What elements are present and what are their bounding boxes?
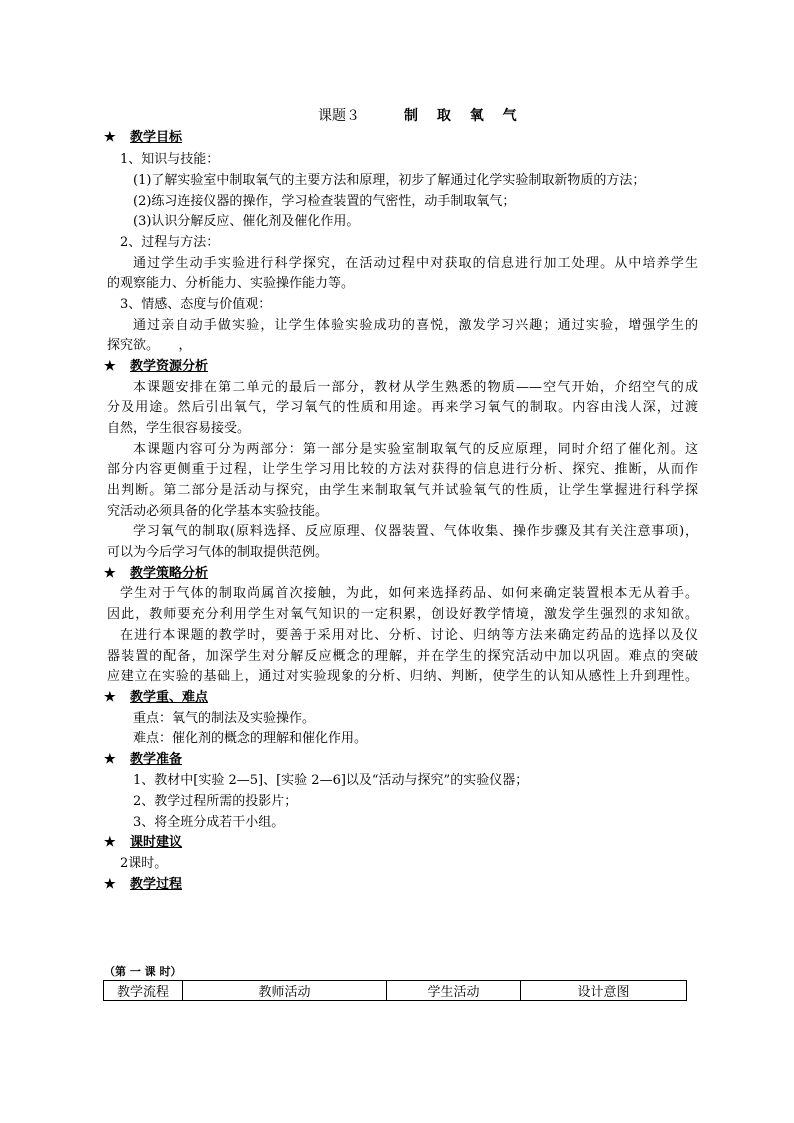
difficult-point: 难点：催化剂的概念的理解和催化作用。 xyxy=(133,731,368,746)
section-heading-hours: ★ 课时建议 xyxy=(104,835,183,850)
table-header-cell: 教师活动 xyxy=(183,981,387,1001)
strategy-p2-line-1: 在进行本课题的教学时，要善于采用对比、分析、讨论、归纳等方法来确定药品的选择以及仪 xyxy=(120,628,698,643)
strategy-p1-line-1: 学生对于气体的制取尚属首次接触，为此，如何来选择药品、如何来确定装置根本无从着手。 xyxy=(120,586,698,601)
table-header-cell: 教学流程 xyxy=(104,981,183,1001)
star-icon: ★ xyxy=(104,690,116,705)
process-table xyxy=(103,980,687,1001)
goals-knowledge-2: (2)练习连接仪器的操作，学习检查装置的气密性，动手制取氧气； xyxy=(133,194,516,209)
resources-p1-line-2: 分及用途。然后引出氧气，学习氧气的性质和用途。再来学习氧气的制取。内容由浅人深，过渡 xyxy=(107,400,698,415)
resources-p2-line-2: 部分内容更侧重于过程，让学生学习用比较的方法对获得的信息进行分析、探究、推断，从而作 xyxy=(107,462,698,477)
session-note: （第 一 课 时） xyxy=(104,965,182,978)
resources-p1-line-1: 本课题安排在第二单元的最后一部分，教材从学生熟悉的物质——空气开始，介绍空气的成 xyxy=(133,380,698,395)
lesson-name: 制 取 氧 气 xyxy=(404,108,524,124)
star-icon: ★ xyxy=(104,130,116,145)
strategy-p2-line-3: 应建立在实验的基础上，通过对实验现象的分析、归纳、判断，使学生的认知从感性上升到理性。 xyxy=(107,669,698,684)
strategy-p1-line-2: 因此，教师要充分利用学生对氧气知识的一定积累，创设好教学情境，激发学生强烈的求知欲。 xyxy=(107,607,698,622)
section-heading-strategy: ★ 教学策略分析 xyxy=(104,566,209,581)
goals-emotion-line-1: 通过亲自动手做实验，让学生体验实验成功的喜悦，激发学习兴趣；通过实验，增强学生的 xyxy=(133,318,698,333)
goals-emotion-line-2: 探究欲。 ， xyxy=(107,338,192,353)
resources-p3-line-2: 可以为今后学习气体的制取提供范例。 xyxy=(107,545,329,560)
lesson-number: 课题３ xyxy=(318,108,360,124)
section-heading-goals: ★ 教学目标 xyxy=(104,130,183,145)
key-point: 重点：氧气的制法及实验操作。 xyxy=(133,711,316,726)
section-heading-resources: ★ 教学资源分析 xyxy=(104,359,209,374)
page-title xyxy=(318,108,524,124)
goals-emotion-title: 3、情感、态度与价值观： xyxy=(120,297,272,312)
goals-knowledge-3: (3)认识分解反应、催化剂及催化作用。 xyxy=(133,214,360,229)
table-header-cell: 学生活动 xyxy=(387,981,521,1001)
star-icon: ★ xyxy=(104,359,116,374)
goals-process-line-2: 的观察能力、分析能力、实验操作能力等。 xyxy=(107,276,355,291)
strategy-p2-line-2: 器装置的配备，加深学生对分解反应概念的理解，并在学生的探究活动中加以巩固。难点的突破 xyxy=(107,649,698,664)
star-icon: ★ xyxy=(104,835,116,850)
star-icon: ★ xyxy=(104,566,116,581)
resources-p1-line-3: 自然，学生很容易接受。 xyxy=(107,421,251,436)
resources-p2-line-3: 出判断。第二部分是活动与探究，由学生来制取氧气并试验氧气的性质，让学生掌握进行科学探 xyxy=(107,483,698,498)
section-heading-process: ★ 教学过程 xyxy=(104,877,183,892)
table-header-row xyxy=(104,981,687,1001)
section-heading-preparation: ★ 教学准备 xyxy=(104,752,183,767)
hours-value: 2课时。 xyxy=(120,856,168,871)
section-heading-key-points: ★ 教学重、难点 xyxy=(104,690,209,705)
goals-process-line-1: 通过学生动手实验进行科学探究，在活动过程中对获取的信息进行加工处理。从中培养学生 xyxy=(133,256,698,271)
preparation-item-3: 3、将全班分成若干小组。 xyxy=(133,815,285,830)
star-icon: ★ xyxy=(104,877,116,892)
preparation-item-1: 1、教材中[实验 2—5]、[实验 2—6]以及“活动与探究”的实验仪器； xyxy=(133,773,529,788)
resources-p3-line-1: 学习氧气的制取(原料选择、反应原理、仪器装置、气体收集、操作步骤及其有关注意事项)， xyxy=(133,524,698,539)
goals-knowledge-title: 1、知识与技能： xyxy=(120,152,220,167)
goals-knowledge-1: (1)了解实验室中制取氧气的主要方法和原理，初步了解通过化学实验制取新物质的方法； xyxy=(133,173,646,188)
resources-p2-line-4: 究活动必须具备的化学基本实验技能。 xyxy=(107,504,329,519)
star-icon: ★ xyxy=(104,752,116,767)
preparation-item-2: 2、教学过程所需的投影片； xyxy=(133,794,298,809)
goals-process-title: 2、过程与方法： xyxy=(120,235,220,250)
resources-p2-line-1: 本课题内容可分为两部分：第一部分是实验室制取氧气的反应原理，同时介绍了催化剂。这 xyxy=(133,442,698,457)
table-header-cell: 设计意图 xyxy=(521,981,687,1001)
